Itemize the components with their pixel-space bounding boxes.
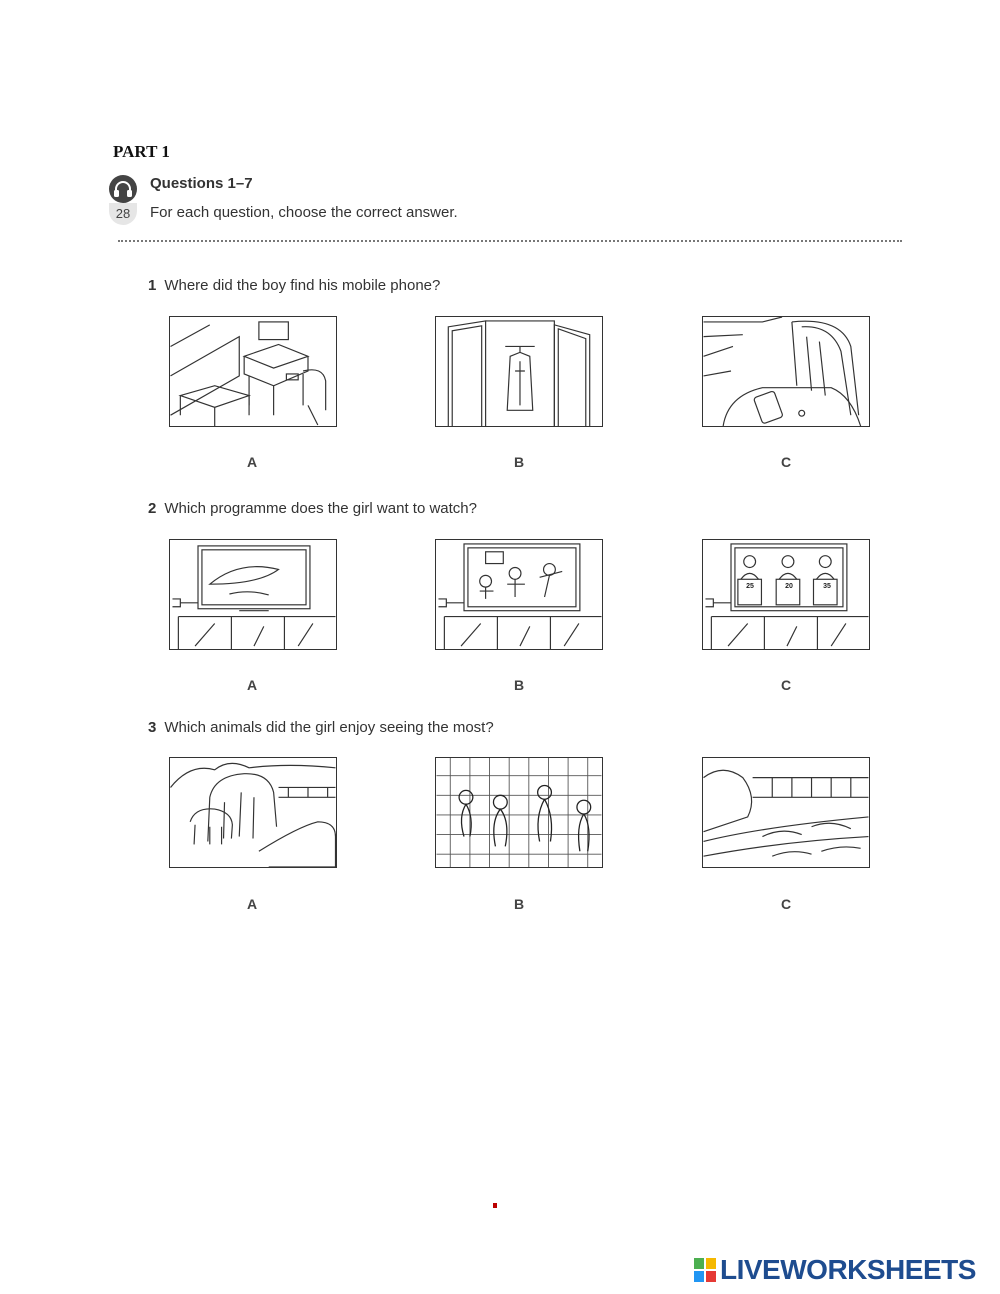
option-label[interactable]: A — [246, 454, 258, 470]
picture-elephants[interactable] — [169, 757, 337, 868]
picture-classroom[interactable] — [169, 316, 337, 427]
picture-tv-basketball[interactable] — [435, 539, 603, 650]
option-label[interactable]: C — [780, 454, 792, 470]
question-number: 3 — [148, 719, 157, 736]
question-text: Which programme does the girl want to watch? — [164, 500, 477, 517]
headphones-icon[interactable] — [109, 175, 137, 203]
divider — [118, 240, 902, 242]
quiz-score: 25 — [746, 583, 754, 590]
part-heading: PART 1 — [113, 142, 170, 161]
question-number: 2 — [148, 500, 157, 517]
question-2 — [148, 500, 477, 517]
picture-monkeys[interactable] — [435, 757, 603, 868]
question-number: 1 — [148, 277, 157, 294]
question-text: Where did the boy find his mobile phone? — [164, 277, 441, 294]
option-label[interactable]: C — [780, 677, 792, 693]
option-label[interactable]: B — [513, 454, 525, 470]
brand-name: LIVEWORKSHEETS — [720, 1254, 976, 1285]
picture-tv-quiz[interactable] — [702, 539, 870, 650]
question-3 — [148, 719, 494, 736]
option-label[interactable]: C — [780, 896, 792, 912]
instruction-text: For each question, choose the correct answer. — [150, 204, 458, 221]
option-label[interactable]: A — [246, 677, 258, 693]
liveworksheets-logo-icon — [694, 1258, 716, 1282]
option-label[interactable]: B — [513, 896, 525, 912]
option-label[interactable]: A — [246, 896, 258, 912]
marker-dot — [493, 1203, 497, 1208]
questions-title: Questions 1–7 — [150, 175, 253, 192]
picture-car-seat[interactable] — [702, 316, 870, 427]
picture-seals[interactable] — [702, 757, 870, 868]
quiz-score: 20 — [785, 583, 793, 590]
track-number: 28 — [109, 203, 137, 225]
option-label[interactable]: B — [513, 677, 525, 693]
question-text: Which animals did the girl enjoy seeing the most? — [164, 719, 494, 736]
picture-tv-whale[interactable] — [169, 539, 337, 650]
question-1 — [148, 277, 440, 294]
picture-wardrobe[interactable] — [435, 316, 603, 427]
quiz-score: 35 — [823, 583, 831, 590]
brand-logo[interactable] — [694, 1254, 976, 1286]
